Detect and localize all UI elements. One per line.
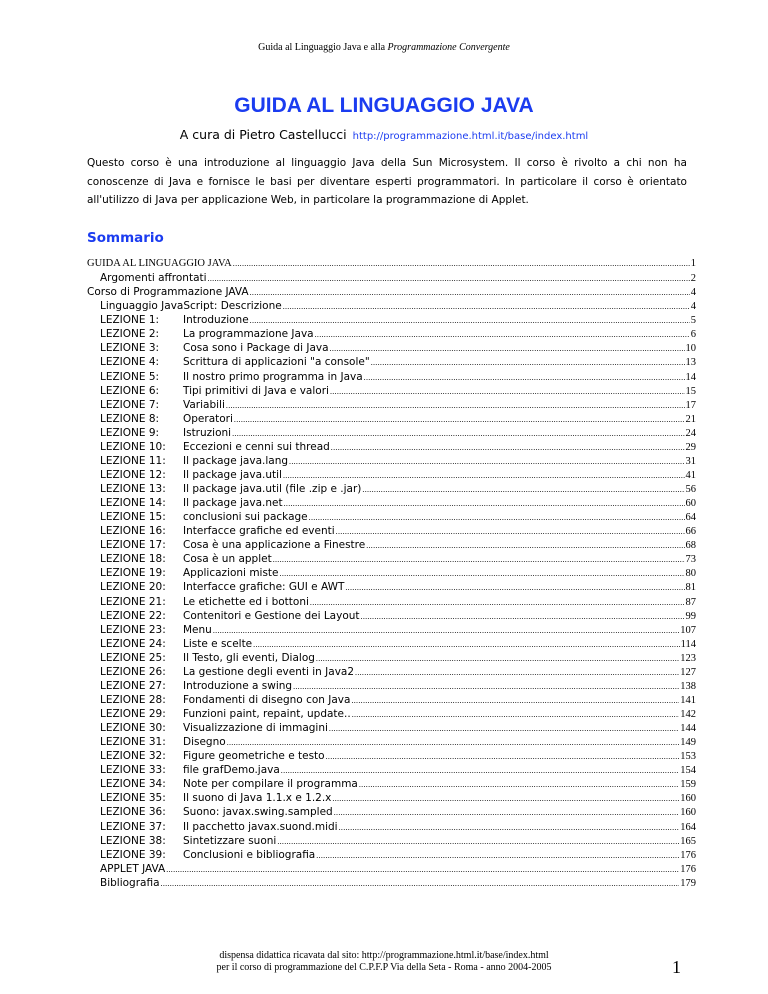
toc-entry-text: Cosa è una applicazione a Finestre [183,539,366,552]
toc-page-number: 141 [680,694,696,706]
toc-lesson-number: LEZIONE 14: [100,497,166,510]
toc-page-number: 87 [685,596,696,608]
toc-leader-dots [280,567,685,579]
document-title: GUIDA AL LINGUAGGIO JAVA [234,94,534,117]
toc-entry-text: Istruzioni [183,426,232,439]
toc-leader-dots [334,806,680,818]
toc-entry-text: Funzioni paint, repaint, update.. [183,708,351,720]
toc-lesson-number: LEZIONE 2: [100,328,160,341]
toc-page-number: 80 [685,568,696,580]
toc-leader-dots [364,371,685,383]
toc-leader-dots [166,863,679,875]
toc-entry[interactable] [87,539,696,553]
toc-entry[interactable] [87,624,696,638]
header-text: Guida al Linguaggio Java e alla [258,42,388,53]
author-url-link[interactable]: http://programmazione.html.it/base/index.html [352,131,589,142]
toc-lesson-number: LEZIONE 31: [100,736,166,749]
toc-leader-dots [283,300,690,312]
toc-entry[interactable] [87,525,696,539]
toc-entry[interactable] [87,497,696,511]
toc-leader-dots [371,356,685,368]
toc-page-number: 99 [685,610,696,622]
toc-entry[interactable] [87,708,696,722]
toc-leader-dots [309,511,685,523]
toc-lesson-number: LEZIONE 5: [100,370,160,383]
toc-page-number: 176 [680,849,696,861]
toc-leader-dots [352,708,680,720]
toc-entry-title [100,581,344,593]
toc-entry-title [100,342,329,354]
toc-entry[interactable] [87,371,696,385]
toc-entry-title [100,511,308,523]
toc-page-number: 73 [685,554,696,566]
toc-entry[interactable] [87,314,696,328]
toc-lesson-number: LEZIONE 37: [100,820,166,833]
toc-entry[interactable] [87,792,696,806]
toc-entry-title [100,371,363,383]
toc-entry-title [100,385,329,397]
toc-entry[interactable] [87,286,696,300]
toc-leader-dots [316,849,679,861]
toc-entry-text: Cosa è un applet [183,553,272,566]
toc-page-number: 64 [685,512,696,524]
toc-entry-text: Introduzione a swing [183,679,293,692]
toc-leader-dots [273,553,685,565]
toc-entry[interactable] [87,778,696,792]
page-footer [0,950,768,974]
toc-lesson-number: LEZIONE 34: [100,778,166,791]
toc-page-number: 1 [690,258,696,269]
toc-lesson-number: LEZIONE 12: [100,468,166,481]
toc-entry-title [100,638,252,650]
toc-leader-dots [345,581,684,593]
toc-entry-title [100,624,212,636]
toc-lesson-number: LEZIONE 4: [100,356,160,369]
footer-line-1: dispensa didattica ricavata dal sito: http://programmazione.html.it/base/index.html [219,950,549,961]
toc-entry-title [100,553,272,565]
toc-lesson-number: LEZIONE 20: [100,581,166,594]
toc-page-number: 21 [685,413,696,425]
toc-entry-text: La gestione degli eventi in Java2 [183,665,355,678]
toc-entry-title [100,483,361,495]
toc-entry-title [100,778,358,790]
page-number: 1 [672,957,681,977]
toc-leader-dots [329,722,679,734]
toc-entry-title [100,708,351,720]
toc-page-number: 176 [680,863,696,875]
toc-lesson-number: LEZIONE 25: [100,651,166,664]
toc-leader-dots [310,596,685,608]
toc-lesson-number: LEZIONE 11: [100,454,166,467]
toc-entry[interactable] [87,610,696,624]
toc-entry-title [100,455,288,467]
toc-entry-title [100,694,350,706]
toc-entry-text: Disegno [183,736,226,749]
toc-lesson-number: LEZIONE 27: [100,679,166,692]
toc-page-number: 179 [680,877,696,889]
toc-leader-dots [366,539,684,551]
toc-entry-text: GUIDA AL LINGUAGGIO JAVA [87,258,232,269]
toc-entry-title [100,272,207,284]
toc-entry-text: Argomenti affrontati [100,272,207,285]
toc-lesson-number: LEZIONE 35: [100,792,166,805]
header-italic-text: Programmazione Convergente [387,42,510,53]
toc-entry-text: conclusioni sui package [183,511,308,524]
toc-page-number: 29 [685,441,696,453]
toc-lesson-number: LEZIONE 22: [100,609,166,622]
toc-entry-text: Il package java.net [183,497,283,510]
toc-leader-dots [362,483,684,495]
toc-entry-text: Tipi primitivi di Java e valori [183,384,329,397]
toc-entry-title [100,525,335,537]
toc-entry[interactable] [87,821,696,835]
toc-leader-dots [361,610,685,622]
toc-page-number: 2 [690,273,696,285]
toc-leader-dots [161,877,680,889]
toc-lesson-number: LEZIONE 24: [100,637,166,650]
toc-page-number: 165 [680,835,696,847]
toc-page-number: 15 [685,385,696,397]
toc-entry-text: Liste e scelte [183,637,253,650]
toc-entry[interactable] [87,722,696,736]
toc-entry-text: Corso di Programmazione JAVA [87,286,249,299]
toc-leader-dots [326,750,680,762]
toc-entry-title [100,652,315,664]
toc-page-number: 10 [685,343,696,355]
toc-entry-text: Applicazioni miste [183,567,279,580]
toc-leader-dots [208,272,690,284]
toc-entry[interactable] [87,258,696,272]
toc-page-number: 14 [685,371,696,383]
toc-entry[interactable] [87,806,696,820]
toc-leader-dots [213,624,679,636]
toc-leader-dots [250,286,690,298]
toc-leader-dots [315,328,690,340]
toc-entry-title [100,666,354,678]
toc-entry[interactable] [87,750,696,764]
toc-lesson-number: LEZIONE 21: [100,595,166,608]
toc-entry-title [87,286,249,298]
toc-lesson-number: LEZIONE 17: [100,539,166,552]
toc-entry-title [100,469,282,481]
toc-entry-text: Il nostro primo programma in Java [183,370,363,383]
toc-page-number: 68 [685,540,696,552]
toc-entry-title [100,849,315,861]
toc-entry-text: Cosa sono i Package di Java [183,342,329,355]
toc-entry-title [100,497,283,509]
toc-leader-dots [232,427,684,439]
toc-page-number: 6 [690,329,696,341]
toc-entry[interactable] [87,835,696,849]
toc-page-number: 149 [680,737,696,749]
toc-leader-dots [283,469,685,481]
toc-entry[interactable] [87,469,696,483]
toc-page-number: 81 [685,582,696,594]
toc-leader-dots [330,385,685,397]
toc-entry[interactable] [87,328,696,342]
toc-leader-dots [359,778,679,790]
toc-entry-title [100,596,309,608]
toc-leader-dots [336,525,685,537]
toc-lesson-number: LEZIONE 29: [100,708,166,720]
toc-leader-dots [355,666,679,678]
toc-page-number: 138 [680,680,696,692]
toc-entry[interactable] [87,553,696,567]
toc-entry[interactable] [87,342,696,356]
toc-entry[interactable] [87,272,696,286]
toc-entry-text: Le etichette ed i bottoni [183,595,309,608]
toc-entry-text: file grafDemo.java [183,764,280,777]
toc-entry[interactable] [87,385,696,399]
toc-entry-text: Eccezioni e cenni sui thread [183,440,330,453]
toc-page-number: 5 [690,315,696,327]
toc-entry-title [100,427,231,439]
author-name: A cura di Pietro Castellucci [179,127,347,142]
toc-entry[interactable] [87,736,696,750]
toc-page-number: 160 [680,807,696,819]
toc-lesson-number: LEZIONE 26: [100,665,166,678]
toc-entry[interactable] [87,300,696,314]
toc-leader-dots [316,652,679,664]
toc-leader-dots [331,441,685,453]
toc-entry-text: Suono: javax.swing.sampled [183,806,333,819]
toc-lesson-number: LEZIONE 28: [100,693,166,706]
toc-entry-text: Scrittura di applicazioni "a console" [183,356,370,369]
toc-lesson-number: LEZIONE 15: [100,511,166,524]
toc-entry-text: APPLET JAVA [100,862,166,875]
toc-leader-dots [250,314,690,326]
toc-entry-text: Il suono di Java 1.1.x e 1.2.x [183,792,332,805]
toc-page-number: 4 [690,287,696,299]
toc-lesson-number: LEZIONE 38: [100,834,166,847]
toc-page-number: 107 [680,624,696,636]
toc-entry[interactable] [87,596,696,610]
toc-page-number: 31 [685,455,696,467]
toc-entry-title [87,258,232,269]
toc-entry[interactable] [87,581,696,595]
toc-entry-text: Il package java.util (file .zip e .jar) [183,483,362,495]
toc-lesson-number: LEZIONE 16: [100,525,166,538]
toc-leader-dots [234,413,685,425]
toc-entry-title [100,680,292,692]
toc-entry-text: Note per compilare il programma [183,778,358,791]
toc-page-number: 41 [685,469,696,481]
toc-page-number: 159 [680,779,696,791]
toc-page-number: 154 [680,765,696,777]
toc-page-number: 4 [690,301,696,313]
toc-page-number: 114 [680,638,696,650]
toc-lesson-number: LEZIONE 18: [100,553,166,566]
toc-lesson-number: LEZIONE 10: [100,440,166,453]
toc-page-number: 56 [685,484,696,495]
toc-entry-text: Bibliografia [100,876,160,889]
toc-entry-text: La programmazione Java [183,328,314,341]
page-header [0,42,768,53]
author-line [0,127,768,142]
toc-entry[interactable] [87,666,696,680]
toc-entry-title [100,610,360,622]
toc-page-number: 24 [685,427,696,439]
toc-page-number: 127 [680,666,696,678]
toc-leader-dots [226,399,685,411]
toc-entry[interactable] [87,638,696,652]
toc-entry-text: Il pacchetto javax.suond.midi [183,820,338,833]
toc-entry[interactable] [87,427,696,441]
toc-lesson-number: LEZIONE 36: [100,806,166,819]
toc-entry-title [100,328,314,340]
intro-paragraph: Questo corso è una introduzione al linguaggio Java della Sun Microsystem. Il corso è rivolto a chi non ha conoscenze di Java e fornisce le basi per diventare esperti programmatori. In particolare il corso è orientato all'utilizzo di Java per applicazione Web, in particolare la programmazione di Applet. [87,157,687,206]
toc-page-number: 142 [680,709,696,720]
toc-entry-text: Conclusioni e bibliografia [183,848,316,861]
toc-entry[interactable] [87,652,696,666]
toc-page-number: 144 [680,723,696,735]
toc-entry-text: Menu [183,623,212,636]
toc-entry-text: Il package java.util [183,468,282,481]
toc-leader-dots [227,736,680,748]
toc-entry-text: Il Testo, gli eventi, Dialog [183,651,315,664]
toc-entry-title [100,806,333,818]
toc-entry-text: Figure geometriche e testo [183,750,325,763]
toc-entry[interactable] [87,863,696,877]
toc-lesson-number: LEZIONE 7: [100,398,160,411]
toc-lesson-number: LEZIONE 1: [100,314,160,327]
toc-leader-dots [289,455,684,467]
toc-entry-text: Il package java.lang [183,454,289,467]
toc-leader-dots [330,342,685,354]
toc-entry-title [100,722,328,734]
toc-entry-title [100,835,276,847]
toc-entry[interactable] [87,483,696,497]
toc-page-number: 123 [680,652,696,664]
toc-entry-title [100,821,338,833]
toc-entry-text: Linguaggio JavaScript: Descrizione [100,300,282,313]
toc-leader-dots [332,792,679,804]
toc-lesson-number: LEZIONE 33: [100,764,166,777]
toc-entry-title [100,300,282,312]
toc-leader-dots [284,497,685,509]
toc-entry-text: Interfacce grafiche: GUI e AWT [183,581,345,594]
toc-entry-title [100,863,165,875]
toc-leader-dots [281,764,679,776]
toc-lesson-number: LEZIONE 23: [100,623,166,636]
toc-entry-title [100,750,325,762]
toc-entry-text: Visualizzazione di immagini [183,722,328,735]
toc-page-number: 17 [685,399,696,411]
toc-page-number: 164 [680,821,696,833]
toc-entry-title [100,413,233,425]
toc-entry[interactable] [87,413,696,427]
toc-entry[interactable] [87,511,696,525]
toc-entry-title [100,736,226,748]
toc-entry[interactable] [87,399,696,413]
toc-leader-dots [277,835,679,847]
toc-page-number: 153 [680,751,696,763]
toc-entry-text: Fondamenti di disegno con Java [183,693,351,706]
toc-leader-dots [233,258,690,269]
toc-lesson-number: LEZIONE 8: [100,412,160,425]
toc-entry-title [100,314,249,326]
toc-lesson-number: LEZIONE 39: [100,848,166,861]
toc-leader-dots [339,821,680,833]
toc-entry-text: Introduzione [183,314,249,327]
toc-entry-text: Operatori [183,412,233,425]
table-of-contents [87,258,696,891]
toc-lesson-number: LEZIONE 32: [100,750,166,763]
toc-lesson-number: LEZIONE 30: [100,722,166,735]
toc-leader-dots [253,638,679,650]
toc-page-number: 13 [685,357,696,369]
toc-lesson-number: LEZIONE 3: [100,342,160,355]
toc-entry[interactable] [87,694,696,708]
toc-entry-title [100,356,370,368]
toc-entry[interactable] [87,356,696,370]
toc-entry[interactable] [87,877,696,891]
toc-entry[interactable] [87,567,696,581]
toc-entry-text: Sintetizzare suoni [183,834,277,847]
toc-page-number: 60 [685,498,696,510]
toc-entry-title [100,399,225,411]
footer-line-2: per il corso di programmazione del C.P.F.P Via della Seta - Roma - anno 2004-2005 [216,962,552,973]
toc-entry-title [100,539,365,551]
toc-entry[interactable] [87,441,696,455]
toc-entry-title [100,792,331,804]
toc-entry[interactable] [87,680,696,694]
toc-lesson-number: LEZIONE 9: [100,426,160,439]
toc-entry-text: Contenitori e Gestione dei Layout [183,609,360,622]
toc-lesson-number: LEZIONE 19: [100,567,166,580]
toc-lesson-number: LEZIONE 13: [100,483,166,495]
toc-page-number: 160 [680,793,696,805]
toc-lesson-number: LEZIONE 6: [100,384,160,397]
toc-heading: Sommario [87,230,164,246]
toc-leader-dots [293,680,679,692]
toc-entry-title [100,877,160,889]
toc-entry[interactable] [87,849,696,863]
toc-entry[interactable] [87,764,696,778]
toc-page-number: 66 [685,526,696,538]
toc-entry-title [100,567,279,579]
toc-entry-title [100,441,330,453]
toc-leader-dots [351,694,679,706]
toc-entry-title [100,764,280,776]
toc-entry-text: Variabili [183,398,225,411]
toc-entry[interactable] [87,455,696,469]
toc-entry-text: Interfacce grafiche ed eventi [183,525,335,538]
